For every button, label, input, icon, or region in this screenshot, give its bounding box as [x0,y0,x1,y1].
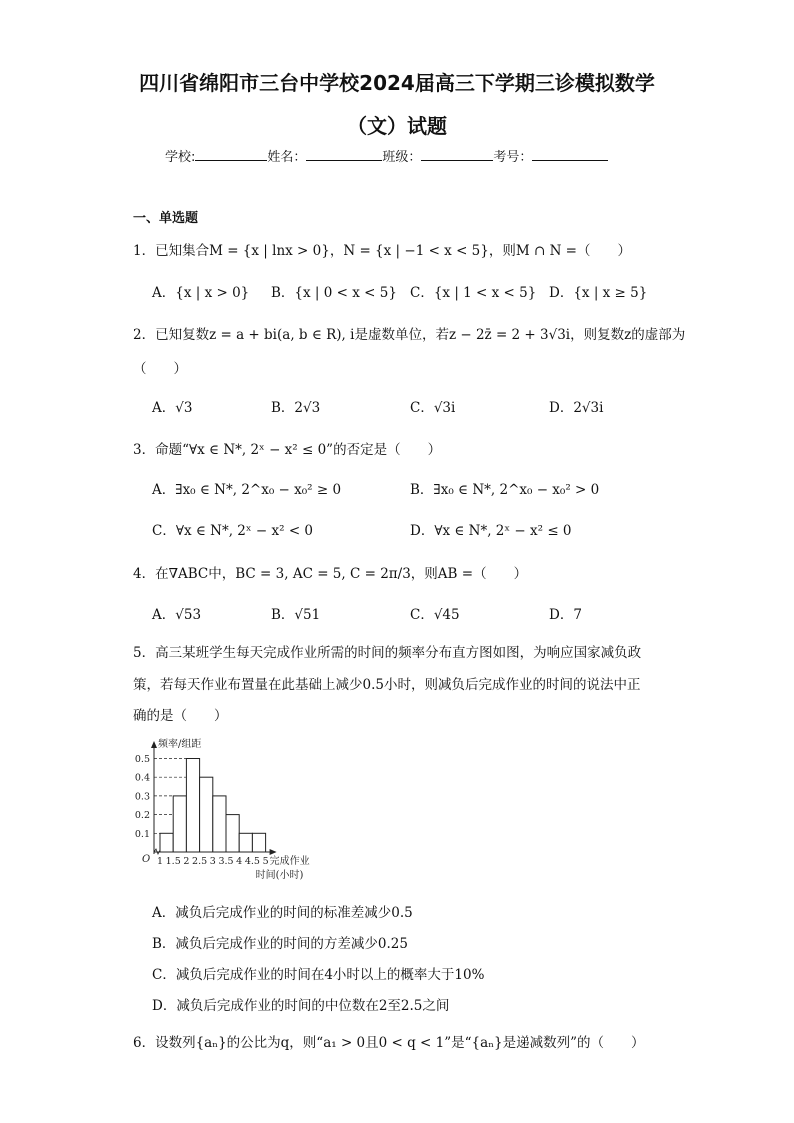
x-tick-label: 2 [183,856,190,867]
question-1-stem: 1．已知集合M = {x | lnx > 0}，N = {x | −1 < x < 5}，则M ∩ N =（ ） [133,243,631,259]
y-tick-label: 0.4 [134,772,150,784]
exam-number-label: 考号： [493,150,533,165]
x-tick-label: 3.5 [218,856,234,867]
exam-title-line1: 四川省绵阳市三台中学校2024届高三下学期三诊模拟数学 [139,71,655,95]
x-tick-label: 2.5 [192,856,208,867]
q3-option-a: A．∃x₀ ∈ N*, 2^x₀ − x₀² ≥ 0 [152,482,342,498]
question-2-stem-cont: （ ） [133,361,187,377]
q1-option-b: B．{x | 0 < x < 5} [271,285,397,301]
y-tick-label: 0.1 [134,828,150,840]
x-tick-label: 1.5 [165,856,181,867]
question-5-stem-line2: 策，若每天作业布置量在此基础上减少0.5小时，则减负后完成作业的时间的说法中正 [133,677,641,693]
question-4-stem: 4．在∇ABC中，BC = 3, AC = 5, C = 2π/3，则AB =（ ） [133,566,528,582]
histogram-bar [239,833,252,852]
q1-option-a: A．{x | x > 0} [152,285,250,301]
x-tick-label: 1 [156,856,164,867]
question-5-stem-line3: 确的是（ ） [133,708,228,724]
q4-option-a: A．√53 [152,607,202,623]
histogram-bar [186,759,199,853]
question-2-stem: 2．已知复数z = a + bi(a, b ∈ R), i是虚数单位，若z − 2z̄ = 2 + 3√3i，则复数z的虚部为 [133,327,686,343]
q5-option-a: A．减负后完成作业的时间的标准差减少0.5 [152,905,413,921]
q5-option-d: D．减负后完成作业的时间的中位数在2至2.5之间 [152,998,450,1014]
histogram-bar [160,833,173,852]
x-tick-label: 4 [236,856,243,867]
school-blank [195,148,267,161]
x-tick-label: 5 [262,856,269,867]
q1-option-d: D．{x | x ≥ 5} [549,285,648,301]
q2-option-a: A．√3 [152,400,193,416]
x-axis-label-line2: 时间(小时) [255,870,304,881]
y-tick-label: 0.2 [134,810,150,822]
q2-option-b: B．2√3 [271,400,321,416]
q3-option-b: B．∃x₀ ∈ N*, 2^x₀ − x₀² > 0 [410,482,600,498]
q5-option-c: C．减负后完成作业的时间在4小时以上的概率大于10% [152,967,485,983]
q2-option-c: C．√3i [410,400,456,416]
origin-label: O [142,854,151,865]
section-heading: 一、单选题 [133,211,199,226]
y-tick-label: 0.3 [134,791,150,803]
question-3-stem: 3．命题“∀x ∈ N*, 2ˣ − x² ≤ 0”的否定是（ ） [133,442,442,458]
x-tick-label: 4.5 [244,856,260,867]
q3-option-d: D．∀x ∈ N*, 2ˣ − x² ≤ 0 [410,523,572,539]
histogram-chart [130,735,340,881]
q5-option-b: B．减负后完成作业的时间的方差减少0.25 [152,936,408,952]
x-tick-label: 3 [209,856,216,867]
x-axis-arrow [270,849,277,855]
histogram-bar [252,833,265,852]
histogram-bar [226,815,239,852]
q3-option-c: C．∀x ∈ N*, 2ˣ − x² < 0 [152,523,314,539]
student-info-row [165,146,608,165]
school-label: 学校: [165,150,196,165]
histogram-bar [173,796,186,852]
histogram-bar [213,796,226,852]
name-blank [306,148,382,161]
exam-number-blank [532,148,608,161]
q4-option-c: C．√45 [410,607,460,623]
y-axis-arrow [151,741,157,748]
question-5-stem-line1: 5．高三某班学生每天完成作业所需的时间的频率分布直方图如图，为响应国家减负政 [133,645,642,661]
x-axis-label-line1: 完成作业 [269,856,310,867]
q1-option-c: C．{x | 1 < x < 5} [410,285,537,301]
q2-option-d: D．2√3i [549,400,604,416]
exam-title-line2: （文）试题 [347,114,447,138]
name-label: 姓名： [267,150,307,165]
y-tick-label: 0.5 [134,754,150,765]
q4-option-b: B．√51 [271,607,321,623]
class-label: 班级： [382,150,422,165]
y-axis-label: 频率/组距 [158,739,202,750]
q4-option-d: D．7 [549,607,582,623]
question-6-stem: 6．设数列{aₙ}的公比为q，则“a₁ > 0且0 < q < 1”是“{aₙ}是递减数列”的（ ） [133,1035,645,1051]
class-blank [421,148,493,161]
histogram-bar [200,777,213,852]
